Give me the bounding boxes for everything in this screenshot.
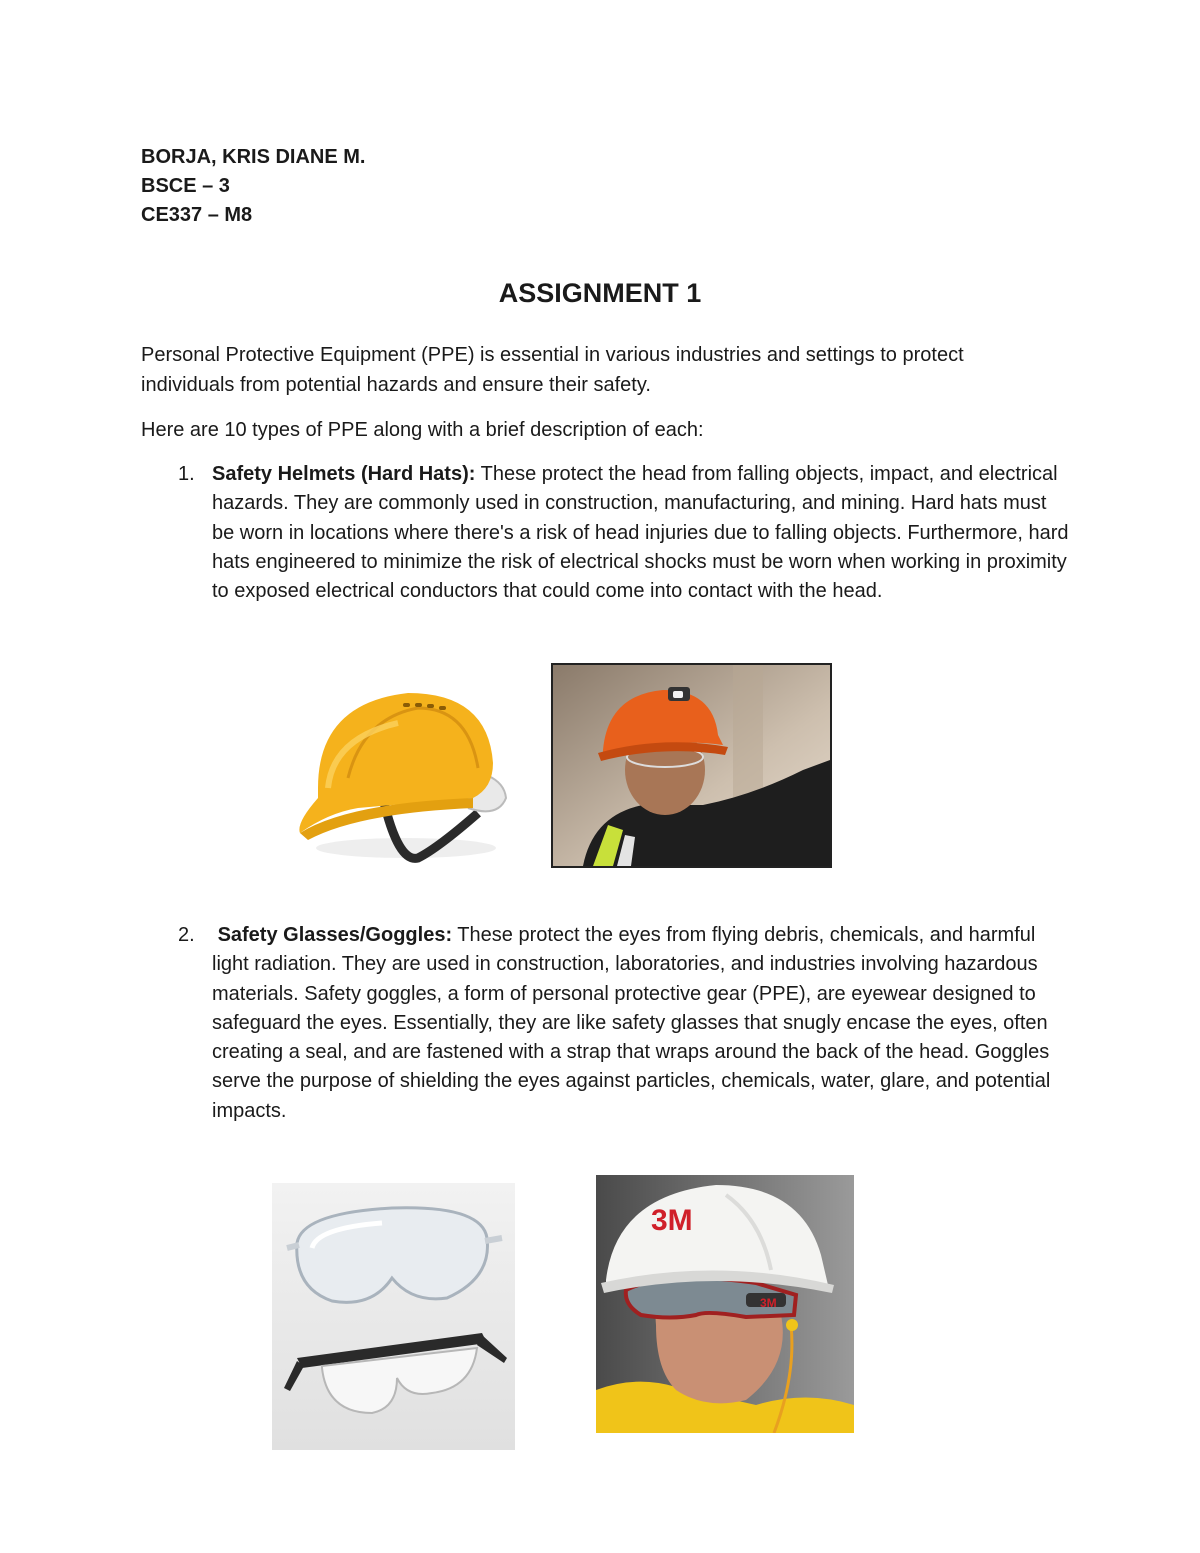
item-term: Safety Glasses/Goggles:: [217, 924, 453, 946]
goggles-logo: 3M: [760, 1296, 777, 1310]
course-code: CE337 – M8: [141, 204, 253, 226]
item-description: These protect the eyes from flying debris, chemicals, and harmful light radiation. They are used in construction, laboratories, and industries involving hazardous materials. Safety goggles, a form of personal protective gear (PPE), are eyewear designed to safeguard the eyes. Essentially, they are like safety glasses that snugly encase the eyes, often creating a seal, and are fastened with a strap that wraps around the back of the head. Goggles serve the purpose of shielding the eyes against particles, chemicals, water, glare, and potential impacts.: [212, 924, 1051, 1122]
list-item: [141, 460, 1071, 606]
goggles-and-glasses-image: [272, 1183, 515, 1450]
list-number: 2.: [178, 924, 195, 946]
hardhat-worker-photo: [551, 663, 832, 868]
item-term: Safety Helmets (Hard Hats):: [212, 463, 476, 485]
intro-paragraph: Personal Protective Equipment (PPE) is essential in various industries and settings to protect individuals from potential hazards and ensure their safety.: [141, 344, 964, 396]
student-info: [141, 143, 365, 230]
worker-3m-helmet-goggles-photo: [596, 1175, 854, 1433]
lead-paragraph: Here are 10 types of PPE along with a brief description of each:: [141, 419, 704, 441]
student-program: BSCE – 3: [141, 175, 230, 197]
student-name: BORJA, KRIS DIANE M.: [141, 146, 366, 168]
item-description: These protect the head from falling objects, impact, and electrical hazards. They are commonly used in construction, manufacturing, and mining. Hard hats must be worn in locations where there's a risk of head injuries due to falling objects. Furthermore, hard hats engineered to minimize the risk of electrical shocks must be worn when working in proximity to exposed electrical conductors that could come into contact with the head.: [212, 463, 1069, 603]
list-item: [141, 921, 1071, 1126]
page-title: ASSIGNMENT 1: [498, 278, 702, 308]
yellow-helmet-image: [288, 648, 518, 873]
helmet-logo: 3M: [651, 1204, 693, 1237]
list-number: 1.: [178, 463, 195, 485]
